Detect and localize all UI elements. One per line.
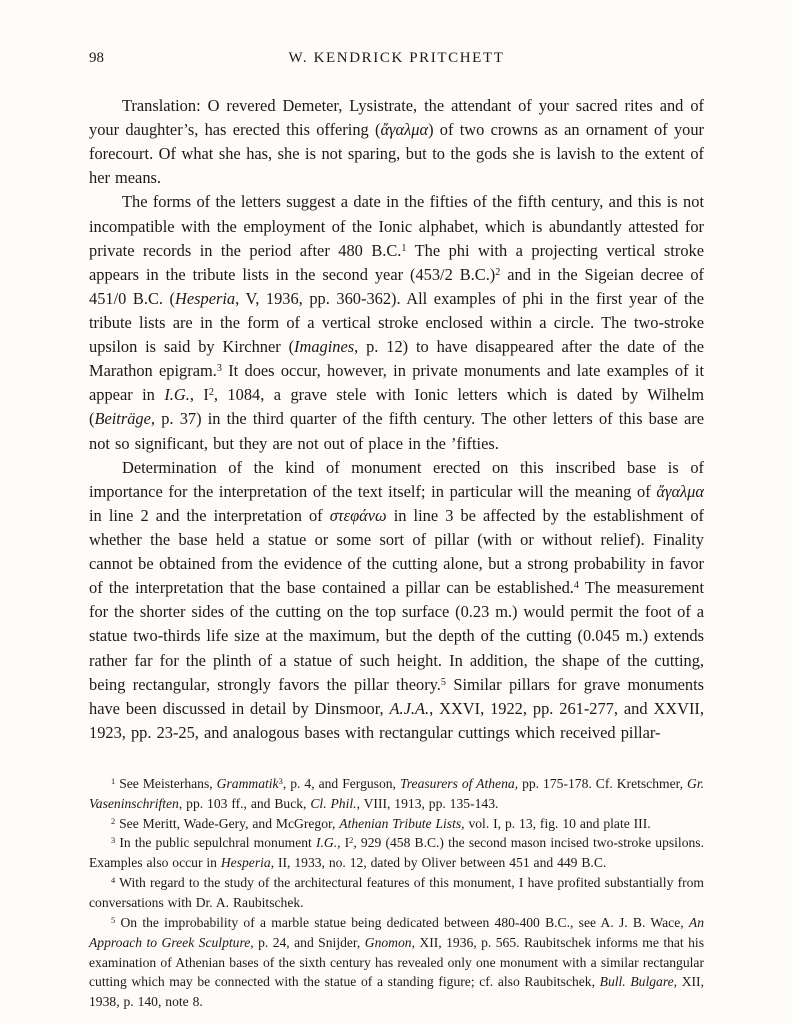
footnote-1: $^1$ See Meisterhans, Grammatik$^3$, p. 4, and Ferguson, Treasurers of Athena, pp. 175-178. Cf. Kretschmer, Gr. Vaseninschriften, pp. 103 ff., and Buck, Cl. Phil., VIII, 1913, pp. 135-143. (89, 775, 704, 811)
body-text (89, 94, 704, 745)
page-header (89, 50, 704, 70)
footnotes-section (89, 774, 704, 1012)
paragraph-monument-determination: Determination of the kind of monument erected on this inscribed base is of importance for the interpretation of the text itself; in particular will the meaning of ἄγαλμα in line 2 and the interpretation of στεφάνω in line 3 be affected by the establishment of whether the base held a statue or some sort of pillar (with or without relief). Finality cannot be obtained from the evidence of the cutting alone, but a strong probability in favor of the interpretation that the base contained a pillar can be established.$^4$ The measurement for the shorter sides of the cutting on the top surface (0.23 m.) would permit the foot of a statue two-thirds life size at the maximum, but the depth of the cutting (0.045 m.) extends rather far for the plinth of a statue of such height. In addition, the shape of the cutting, being rectangular, strongly favors the pillar theory.$^5$ Similar pillars for grave monuments have been discussed in detail by Dinsmoor, A.J.A., XXVI, 1922, pp. 261-277, and XXVII, 1923, pp. 23-25, and analogous bases with rectangular cuttings which received pillar- (89, 457, 705, 742)
footnote-5: $^5$ On the improbability of a marble statue being dedicated between 480-400 B.C., see A. J. B. Wace, An Approach to Greek Sculpture, p. 24, and Snijder, Gnomon, XII, 1936, p. 565. Raubitschek informs me that his examination of Athenian bases of the sixth century has revealed only one monument with a similar rectangular cutting which may be connected with the statue of a standing figure; cf. also Raubitschek, Bull. Bulgare, XII, 1938, p. 140, note 8. (89, 914, 705, 1010)
footnote-4: $^4$ With regard to the study of the architectural features of this monument, I have profited substantially from conversations with Dr. A. Raubitschek. (89, 874, 704, 911)
paragraph-letter-forms: The forms of the letters suggest a date in the fifties of the fifth century, and this is not incompatible with the employment of the Ionic alphabet, which is abundantly attested for private records in the period after 480 B.C.$^1$ The phi with a projecting vertical stroke appears in the tribute lists in the second year (453/2 B.C.)$^2$ and in the Sigeian decree of 451/0 B.C. (Hesperia, V, 1936, pp. 360-362). All examples of phi in the first year of the tribute lists are in the form of a vertical stroke enclosed within a circle. The two-stroke upsilon is said by Kirchner (Imagines, p. 12) to have disappeared after the date of the Marathon epigram.$^3$ It does occur, however, in private monuments and late examples of it appear in I.G., $I^2$, 1084, a grave stele with Ionic letters which is dated by Wilhelm (Beiträge, p. 37) in the third quarter of the fifth century. The other letters of this base are not so significant, but they are not out of place in the ’fifties. (89, 192, 705, 453)
footnote-3: $^3$ In the public sepulchral monument I.G., $I^2$, 929 (458 B.C.) the second mason incised two-stroke upsilons. Examples also occur in Hesperia, II, 1933, no. 12, dated by Oliver between 451 and 449 B.C. (89, 835, 704, 871)
running-head: W. KENDRICK PRITCHETT (288, 50, 505, 66)
paragraph-translation: Translation: O revered Demeter, Lysistrate, the attendant of your sacred rites and of your daughter’s, has erected this offering (ἄγαλμα) of two crowns as an ornament of your forecourt. Of what she has, she is not sparing, but to the gods she is lavish to the extent of her means. (89, 96, 704, 188)
footnote-2: $^2$ See Meritt, Wade-Gery, and McGregor, Athenian Tribute Lists, vol. I, p. 13, fig. 10 and plate III. (111, 815, 651, 831)
page-number: 98 (89, 50, 104, 66)
